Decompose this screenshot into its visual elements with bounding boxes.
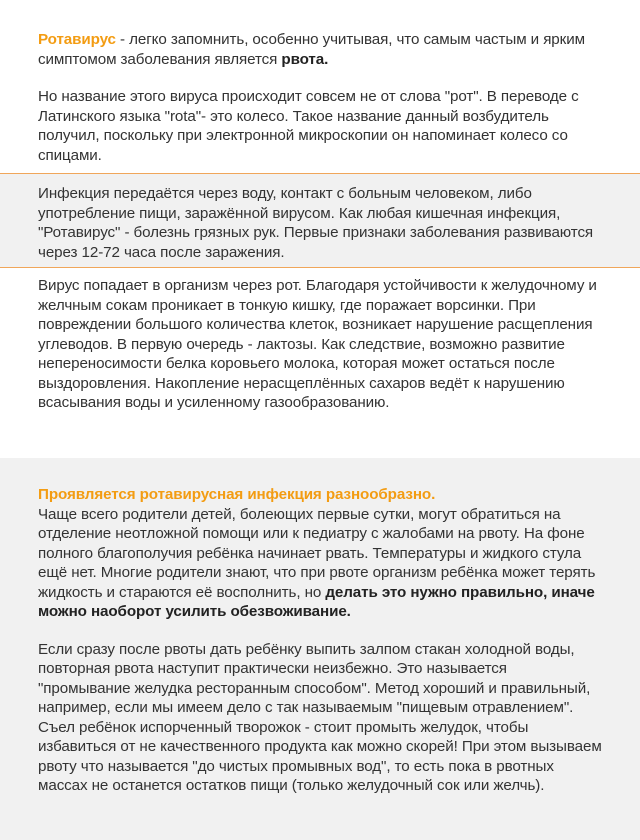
mechanism-paragraph: Вирус попадает в организм через рот. Благодаря устойчивости к желудочному и желчным сокам проникает в тонкую кишку, где поражает ворсинки. При повреждении большого количества клеток, возникает нарушение расщепления углеводов. В первую очередь - лактозы. Как следствие, возможно развитие непереносимости белка коровьего молока, которая может остаться после выздоровления. Накопление нерасщеплённых сахаров ведёт к нарушению всасывания воды и усиленному газообразованию. [38, 277, 597, 411]
symptoms-warning: делать это нужно правильно, иначе можно наоборот усилить обезвоживание. [38, 583, 595, 620]
intro-text: - легко запомнить, особенно учитывая, что самым частым и ярким симптомом заболевания является [38, 31, 585, 68]
section-intro [0, 0, 640, 173]
intro-paragraph [38, 30, 602, 69]
transmission-paragraph: Инфекция передаётся через воду, контакт с больным человеком, либо употребление пищи, заражённой вирусом. Как любая кишечная инфекция, "Ротавирус" - болезнь грязных рук. Первые признаки заболевания развиваются через 12-72 часа после заражения. [38, 185, 594, 261]
vomiting-keyword: рвота. [281, 50, 329, 68]
paragraph-gap [38, 69, 602, 87]
symptoms-text: Чаще всего родители детей, болеющих первые сутки, могут обратиться на отделение неотложной помощи или к педиатру с жалобами на рвоту. На фоне полного благополучия ребёнка начинает рвать. Температуры и жидкого стула ещё нет. Многие родители знают, что при рвоте организм ребёнка может терять жидкость и стараются её восполнить, но [38, 505, 596, 601]
gastric-lavage-paragraph: Если сразу после рвоты дать ребёнку выпить залпом стакан холодной воды, повторная рвота наступит практически неизбежно. Это называется "промывание желудка ресторанным способом". Метод хороший и правильный, например, если мы имеем дело с так называемым "пищевым отравлением". Съел ребёнок испорченный творожок - стоит промыть желудок, чтобы избавиться от не качественного продукта как можно скорей! При этом вызываем рвоту что называется "до чистых промывных вод", то есть пока в рвотных массах не останется остатков пищи (только желудочный сок или желчь). [38, 640, 602, 794]
section-symptoms [0, 458, 640, 840]
section-transmission [0, 173, 640, 267]
section-mechanism [0, 267, 640, 458]
paragraph-gap [38, 622, 602, 640]
symptoms-heading: Проявляется ротавирусная инфекция разнообразно. [38, 486, 436, 503]
symptoms-paragraph [38, 505, 602, 622]
rotavirus-keyword: Ротавирус [38, 31, 116, 48]
name-origin-paragraph: Но название этого вируса происходит совсем не от слова "рот". В переводе с Латинского языка "rota"- это колесо. Такое название данный возбудитель получил, поскольку при электронной микроскопии он напоминает колесо со спицами. [38, 88, 579, 164]
